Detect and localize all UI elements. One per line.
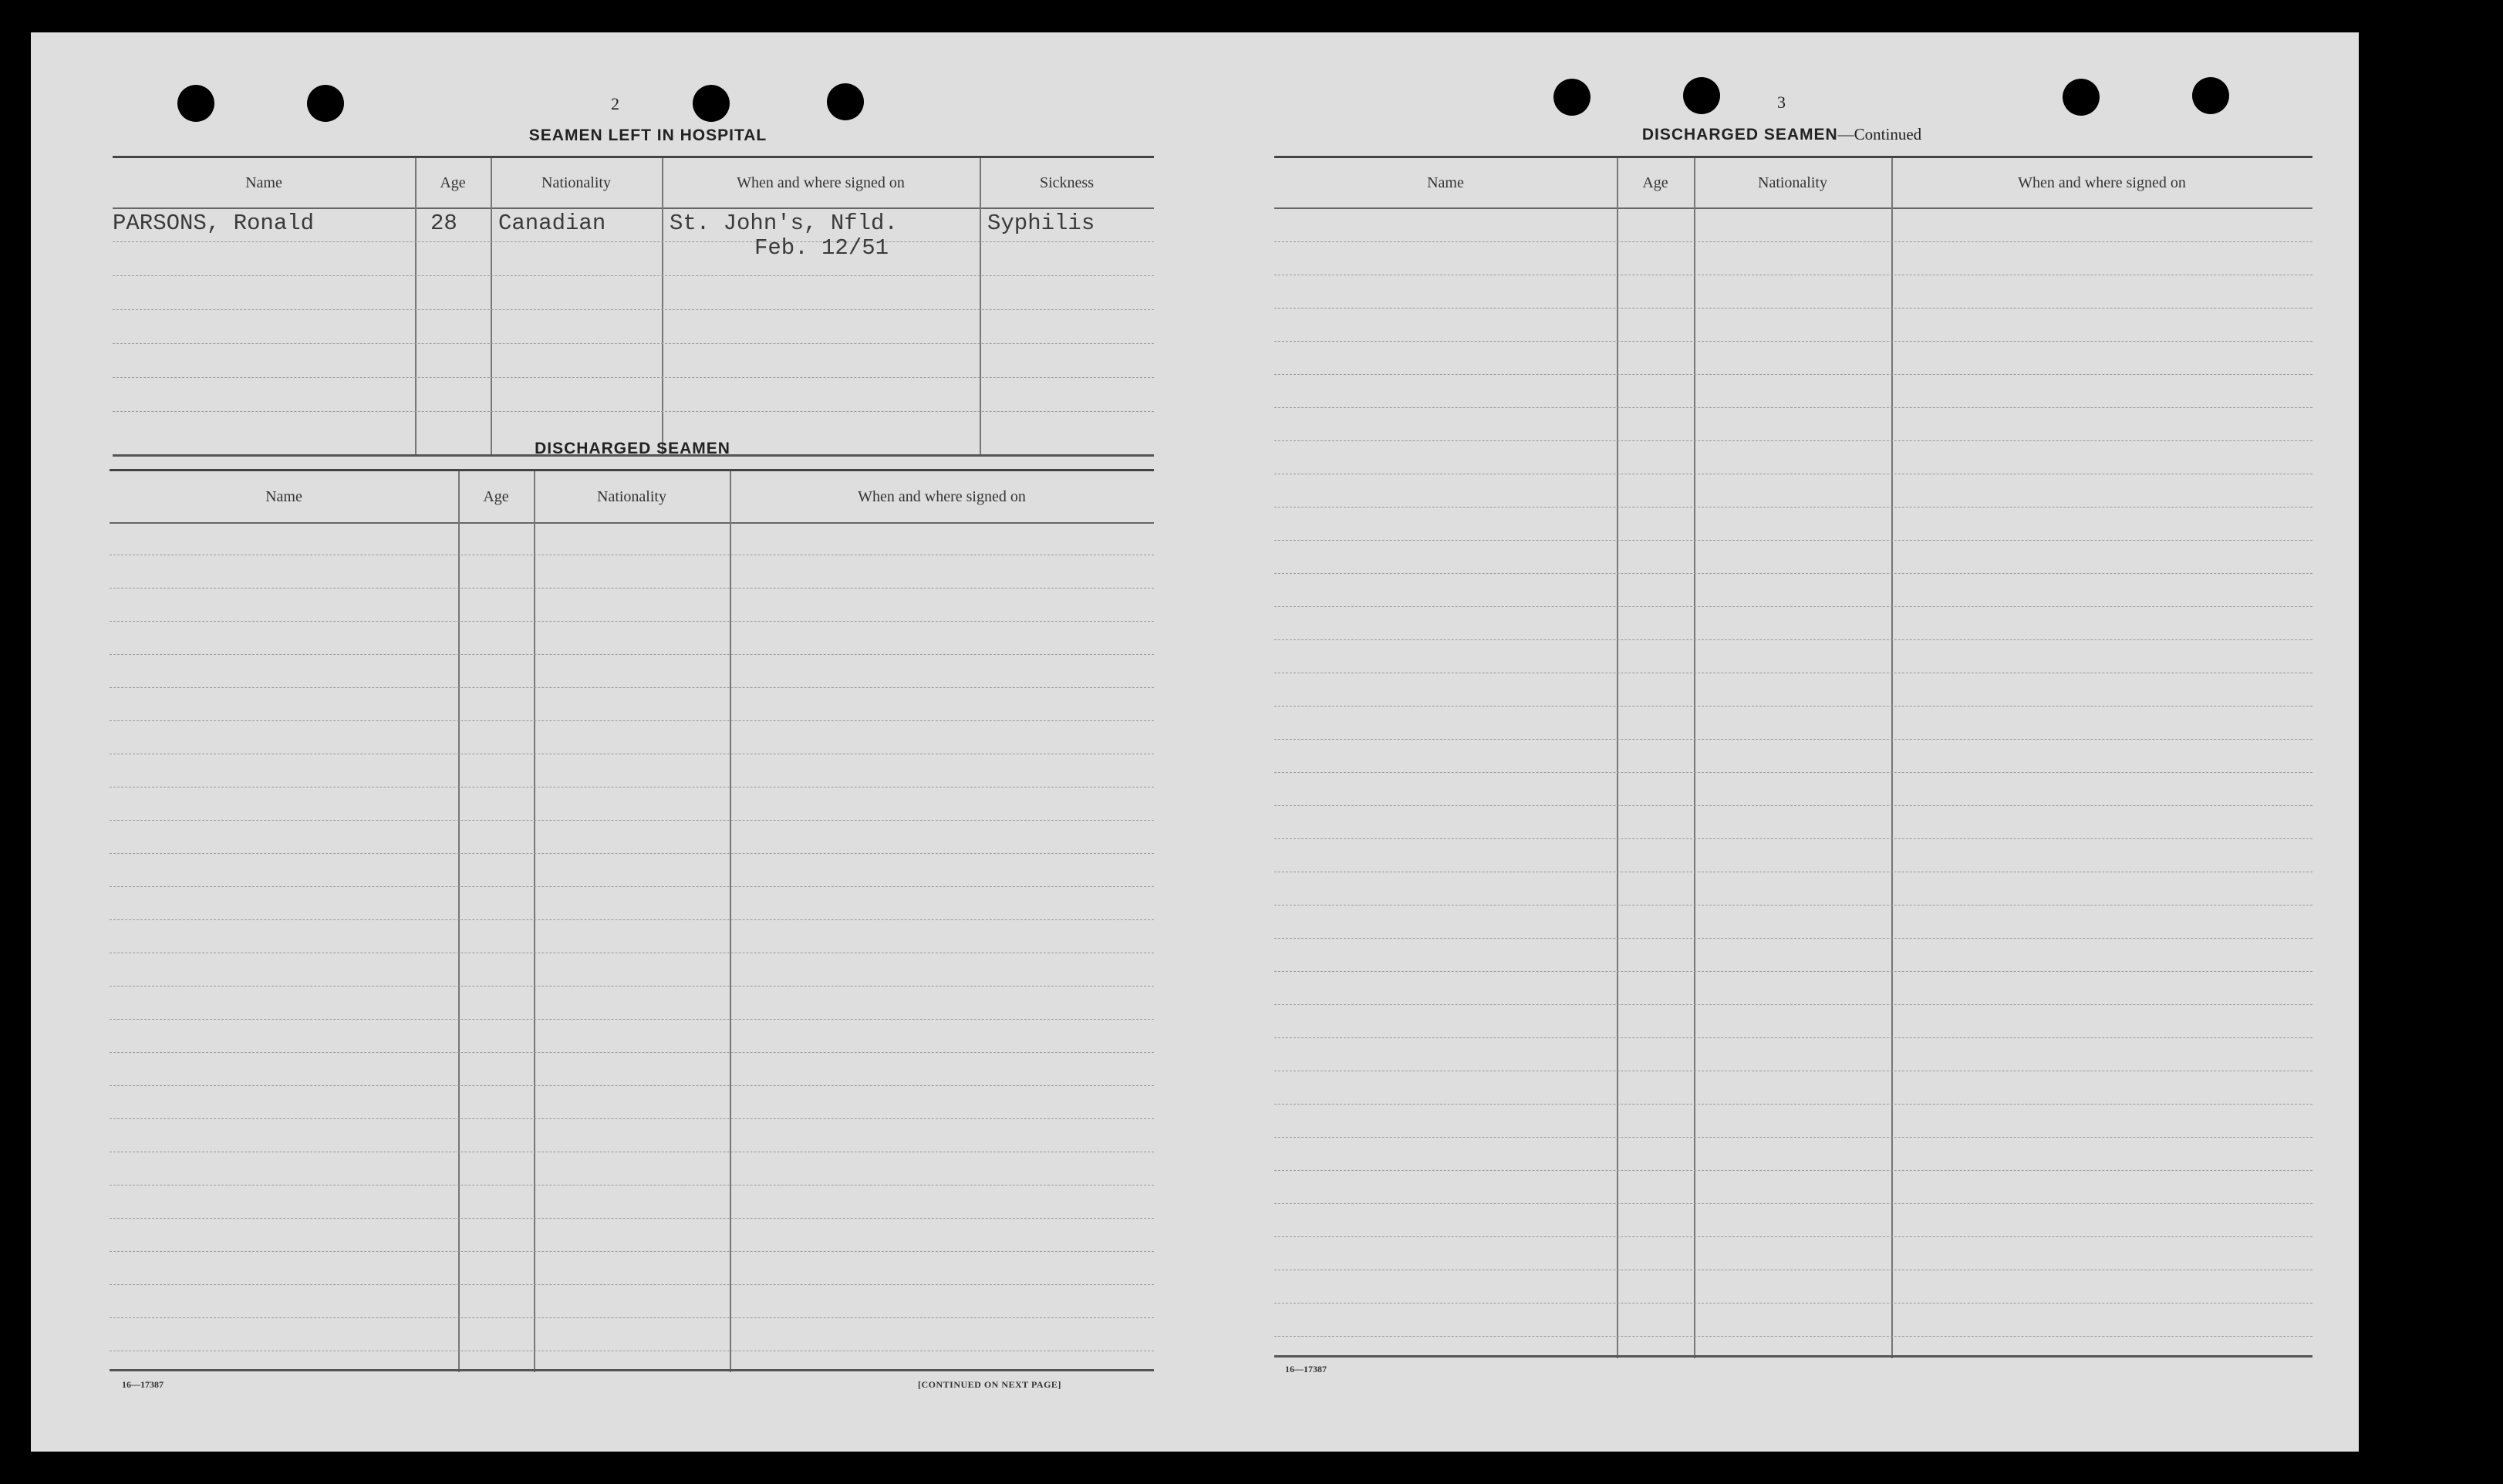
seaman-age: 28 (430, 211, 457, 236)
col-header-nationality: Nationality (541, 174, 611, 191)
discharged-continued-title (1496, 125, 2067, 144)
page-number: 3 (1777, 93, 1786, 112)
col-header-age: Age (440, 174, 466, 191)
col-header-nationality: Nationality (1758, 174, 1827, 191)
punch-hole (2063, 79, 2100, 116)
punch-hole (1683, 77, 1720, 114)
col-header-age: Age (483, 487, 509, 505)
seaman-name: PARSONS, Ronald (113, 211, 315, 236)
title-suffix: —Continued (1837, 125, 1922, 143)
hospital-section-title: SEAMEN LEFT IN HOSPITAL (528, 126, 767, 144)
hospital-table (113, 156, 1154, 456)
punch-hole (693, 85, 730, 122)
punch-hole (177, 85, 214, 122)
signed-on-place: St. John's, Nfld. (670, 211, 898, 236)
seaman-nationality: Canadian (498, 211, 606, 236)
page-number: 2 (611, 94, 619, 113)
punch-hole (307, 85, 344, 122)
col-header-name: Name (265, 487, 302, 505)
discharged-table-left (110, 469, 1154, 1372)
col-header-sickness: Sickness (1040, 174, 1094, 191)
discharged-section-title: DISCHARGED SEAMEN (535, 440, 730, 457)
col-header-name: Name (1427, 174, 1464, 191)
col-header-signed-on: When and where signed on (737, 174, 905, 191)
continued-note: [CONTINUED ON NEXT PAGE] (918, 1379, 1061, 1390)
discharged-table-right (1274, 156, 2312, 1358)
signed-on-date: Feb. 12/51 (754, 235, 889, 261)
title-text: DISCHARGED SEAMEN (1641, 126, 1838, 143)
punch-hole (2192, 77, 2229, 114)
form-number: 16—17387 (1285, 1364, 1327, 1374)
col-header-signed-on: When and where signed on (2018, 174, 2186, 191)
punch-hole (827, 83, 864, 120)
col-header-nationality: Nationality (597, 487, 666, 505)
col-header-signed-on: When and where signed on (858, 487, 1026, 505)
col-header-name: Name (245, 174, 282, 191)
form-number: 16—17387 (122, 1379, 164, 1390)
ledger-sheet (31, 32, 2359, 1452)
punch-hole (1553, 79, 1591, 116)
col-header-age: Age (1642, 174, 1668, 191)
seaman-sickness: Syphilis (987, 211, 1095, 236)
